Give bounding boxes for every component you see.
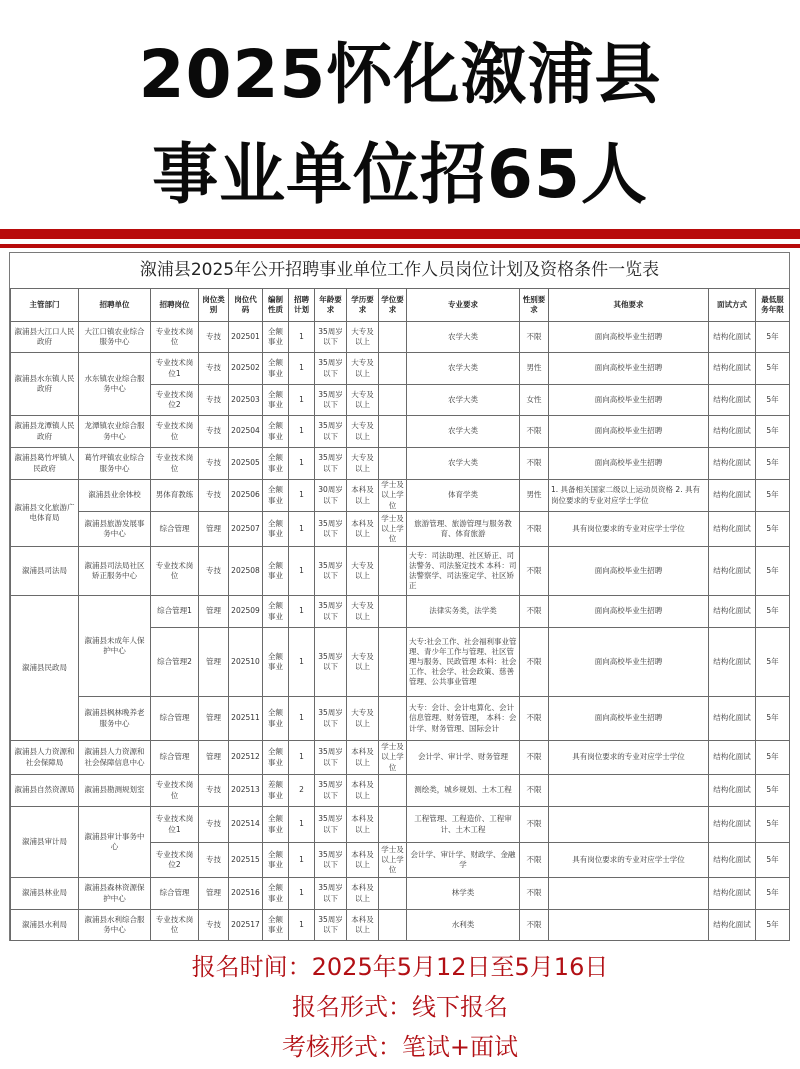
cell-years: 5年 — [756, 628, 790, 697]
cell-other: 面向高校毕业生招聘 — [549, 353, 709, 385]
cell-type: 管理 — [199, 697, 229, 741]
cell-degree — [379, 596, 407, 628]
cell-gender: 不限 — [520, 843, 549, 878]
cell-nature: 全额事业 — [263, 741, 289, 775]
cell-nature: 全额事业 — [263, 843, 289, 878]
cell-post: 综合管理2 — [151, 628, 199, 697]
cell-dept: 溆浦县水东镇人民政府 — [11, 353, 79, 416]
cell-type: 专技 — [199, 385, 229, 416]
cell-plan: 1 — [289, 910, 315, 941]
cell-post: 专业技术岗位 — [151, 416, 199, 448]
cell-degree: 学士及以上学位 — [379, 480, 407, 512]
cell-age: 35周岁以下 — [315, 628, 347, 697]
cell-interview: 结构化面试 — [709, 843, 756, 878]
header-edu: 学历要求 — [347, 289, 379, 322]
header-code: 岗位代码 — [229, 289, 263, 322]
cell-plan: 1 — [289, 416, 315, 448]
cell-degree — [379, 547, 407, 596]
cell-unit: 溆浦县水利综合服务中心 — [79, 910, 151, 941]
cell-other — [549, 878, 709, 910]
cell-unit: 溆浦县人力资源和社会保障信息中心 — [79, 741, 151, 775]
cell-interview: 结构化面试 — [709, 353, 756, 385]
cell-interview: 结构化面试 — [709, 448, 756, 480]
cell-post: 专业技术岗位 — [151, 547, 199, 596]
cell-age: 35周岁以下 — [315, 878, 347, 910]
table-row — [11, 322, 790, 353]
cell-code: 202514 — [229, 807, 263, 843]
cell-major: 大专：司法助理、社区矫正、司法警务、司法鉴定技术 本科：司法警察学、司法鉴定学、社区矫正 — [407, 547, 520, 596]
cell-major: 旅游管理、旅游管理与服务教育、体育旅游 — [407, 512, 520, 547]
cell-dept: 溆浦县司法局 — [11, 547, 79, 596]
table-row — [11, 547, 790, 596]
cell-plan: 1 — [289, 628, 315, 697]
cell-code: 202511 — [229, 697, 263, 741]
cell-other — [549, 910, 709, 941]
cell-edu: 本科及以上 — [347, 878, 379, 910]
cell-plan: 1 — [289, 807, 315, 843]
cell-major: 体育学类 — [407, 480, 520, 512]
cell-years: 5年 — [756, 697, 790, 741]
cell-plan: 1 — [289, 512, 315, 547]
table-row — [11, 697, 790, 741]
cell-code: 202501 — [229, 322, 263, 353]
cell-post: 男体育教练 — [151, 480, 199, 512]
cell-years: 5年 — [756, 512, 790, 547]
cell-other: 1. 具备相关国家二级以上运动员资格 2. 具有岗位要求的专业对应学士学位 — [549, 480, 709, 512]
cell-other: 具有岗位要求的专业对应学士学位 — [549, 843, 709, 878]
cell-interview: 结构化面试 — [709, 547, 756, 596]
cell-post: 专业技术岗位1 — [151, 353, 199, 385]
cell-code: 202510 — [229, 628, 263, 697]
header-other: 其他要求 — [549, 289, 709, 322]
table-row — [11, 775, 790, 807]
cell-edu: 大专及以上 — [347, 628, 379, 697]
cell-post: 综合管理 — [151, 512, 199, 547]
cell-type: 专技 — [199, 480, 229, 512]
cell-unit: 溆浦县未成年人保护中心 — [79, 596, 151, 697]
cell-post: 专业技术岗位1 — [151, 807, 199, 843]
header-dept: 主管部门 — [11, 289, 79, 322]
cell-code: 202515 — [229, 843, 263, 878]
cell-unit: 溆浦县旅游发展事务中心 — [79, 512, 151, 547]
cell-post: 专业技术岗位 — [151, 910, 199, 941]
cell-age: 35周岁以下 — [315, 910, 347, 941]
cell-dept: 溆浦县文化旅游广电体育局 — [11, 480, 79, 547]
cell-plan: 1 — [289, 741, 315, 775]
cell-age: 35周岁以下 — [315, 596, 347, 628]
table-row — [11, 741, 790, 775]
cell-major: 农学大类 — [407, 385, 520, 416]
cell-dept: 溆浦县民政局 — [11, 596, 79, 741]
cell-nature: 全额事业 — [263, 697, 289, 741]
cell-major: 法律实务类，法学类 — [407, 596, 520, 628]
cell-nature: 全额事业 — [263, 480, 289, 512]
cell-other: 面向高校毕业生招聘 — [549, 628, 709, 697]
divider-thin — [0, 244, 800, 248]
cell-age: 35周岁以下 — [315, 697, 347, 741]
cell-type: 专技 — [199, 416, 229, 448]
cell-age: 35周岁以下 — [315, 448, 347, 480]
cell-unit: 水东镇农业综合服务中心 — [79, 353, 151, 416]
cell-edu: 本科及以上 — [347, 807, 379, 843]
cell-post: 综合管理1 — [151, 596, 199, 628]
cell-dept: 溆浦县水利局 — [11, 910, 79, 941]
header-age: 年龄要求 — [315, 289, 347, 322]
cell-years: 5年 — [756, 910, 790, 941]
cell-interview: 结构化面试 — [709, 910, 756, 941]
cell-degree: 学士及以上学位 — [379, 741, 407, 775]
headline-line2: 事业单位招65人 — [152, 136, 648, 213]
cell-years: 5年 — [756, 741, 790, 775]
cell-gender: 不限 — [520, 628, 549, 697]
cell-post: 专业技术岗位 — [151, 448, 199, 480]
cell-age: 35周岁以下 — [315, 741, 347, 775]
cell-edu: 大专及以上 — [347, 547, 379, 596]
cell-interview: 结构化面试 — [709, 807, 756, 843]
cell-nature: 全额事业 — [263, 512, 289, 547]
cell-gender: 不限 — [520, 322, 549, 353]
cell-interview: 结构化面试 — [709, 775, 756, 807]
cell-edu: 大专及以上 — [347, 697, 379, 741]
cell-dept: 溆浦县人力资源和社会保障局 — [11, 741, 79, 775]
cell-nature: 全额事业 — [263, 628, 289, 697]
recruitment-table — [10, 288, 790, 941]
cell-unit: 龙潭镇农业综合服务中心 — [79, 416, 151, 448]
cell-major: 会计学、审计学、财务管理 — [407, 741, 520, 775]
cell-code: 202516 — [229, 878, 263, 910]
cell-years: 5年 — [756, 322, 790, 353]
header-type: 岗位类别 — [199, 289, 229, 322]
cell-major: 农学大类 — [407, 448, 520, 480]
cell-unit: 溆浦县业余体校 — [79, 480, 151, 512]
cell-dept: 溆浦县自然资源局 — [11, 775, 79, 807]
table-row — [11, 353, 790, 385]
cell-edu: 本科及以上 — [347, 741, 379, 775]
cell-type: 专技 — [199, 448, 229, 480]
table-row — [11, 807, 790, 843]
cell-years: 5年 — [756, 353, 790, 385]
table-row — [11, 596, 790, 628]
cell-type: 管理 — [199, 512, 229, 547]
cell-other — [549, 775, 709, 807]
cell-plan: 1 — [289, 596, 315, 628]
cell-age: 30周岁以下 — [315, 480, 347, 512]
cell-type: 专技 — [199, 547, 229, 596]
cell-gender: 不限 — [520, 547, 549, 596]
cell-type: 专技 — [199, 843, 229, 878]
cell-major: 林学类 — [407, 878, 520, 910]
cell-interview: 结构化面试 — [709, 878, 756, 910]
cell-edu: 大专及以上 — [347, 322, 379, 353]
cell-type: 专技 — [199, 353, 229, 385]
cell-edu: 本科及以上 — [347, 775, 379, 807]
cell-gender: 不限 — [520, 596, 549, 628]
table-title: 溆浦县2025年公开招聘事业单位工作人员岗位计划及资格条件一览表 — [139, 260, 660, 280]
cell-degree — [379, 697, 407, 741]
cell-degree — [379, 910, 407, 941]
table-row — [11, 416, 790, 448]
cell-plan: 1 — [289, 322, 315, 353]
header-post: 招聘岗位 — [151, 289, 199, 322]
table-row — [11, 480, 790, 512]
table-row — [11, 910, 790, 941]
cell-unit: 溆浦县勘测规划室 — [79, 775, 151, 807]
cell-interview: 结构化面试 — [709, 741, 756, 775]
cell-post: 综合管理 — [151, 697, 199, 741]
cell-plan: 1 — [289, 353, 315, 385]
cell-years: 5年 — [756, 878, 790, 910]
cell-gender: 女性 — [520, 385, 549, 416]
cell-type: 管理 — [199, 628, 229, 697]
cell-post: 专业技术岗位2 — [151, 385, 199, 416]
cell-code: 202508 — [229, 547, 263, 596]
cell-age: 35周岁以下 — [315, 512, 347, 547]
cell-major: 农学大类 — [407, 353, 520, 385]
cell-edu: 大专及以上 — [347, 353, 379, 385]
cell-major: 农学大类 — [407, 416, 520, 448]
cell-nature: 全额事业 — [263, 416, 289, 448]
cell-nature: 全额事业 — [263, 807, 289, 843]
cell-other: 面向高校毕业生招聘 — [549, 596, 709, 628]
cell-gender: 不限 — [520, 448, 549, 480]
cell-other: 面向高校毕业生招聘 — [549, 322, 709, 353]
cell-other: 具有岗位要求的专业对应学士学位 — [549, 512, 709, 547]
header-major: 专业要求 — [407, 289, 520, 322]
cell-other: 面向高校毕业生招聘 — [549, 416, 709, 448]
cell-interview: 结构化面试 — [709, 697, 756, 741]
cell-gender: 不限 — [520, 910, 549, 941]
cell-edu: 大专及以上 — [347, 596, 379, 628]
cell-code: 202506 — [229, 480, 263, 512]
cell-post: 专业技术岗位2 — [151, 843, 199, 878]
cell-nature: 全额事业 — [263, 385, 289, 416]
cell-post: 综合管理 — [151, 878, 199, 910]
cell-major: 大专:社会工作、社会福利事业管理、青少年工作与管理、社区管理与服务、民政管理 本科：社会工作、社会学、社会政策、慈善管理、公共事业管理 — [407, 628, 520, 697]
cell-age: 35周岁以下 — [315, 353, 347, 385]
cell-other: 面向高校毕业生招聘 — [549, 448, 709, 480]
cell-degree — [379, 878, 407, 910]
headline-line1: 2025怀化溆浦县 — [138, 36, 662, 113]
cell-plan: 1 — [289, 480, 315, 512]
cell-nature: 全额事业 — [263, 353, 289, 385]
table-row — [11, 512, 790, 547]
cell-degree — [379, 385, 407, 416]
cell-years: 5年 — [756, 416, 790, 448]
cell-dept: 溆浦县林业局 — [11, 878, 79, 910]
cell-plan: 1 — [289, 385, 315, 416]
cell-edu: 大专及以上 — [347, 448, 379, 480]
cell-age: 35周岁以下 — [315, 807, 347, 843]
cell-gender: 不限 — [520, 741, 549, 775]
cell-gender: 不限 — [520, 512, 549, 547]
cell-interview: 结构化面试 — [709, 480, 756, 512]
cell-major: 测绘类，城乡规划、土木工程 — [407, 775, 520, 807]
cell-plan: 1 — [289, 547, 315, 596]
cell-dept: 溆浦县大江口人民政府 — [11, 322, 79, 353]
cell-interview: 结构化面试 — [709, 416, 756, 448]
header-unit: 招聘单位 — [79, 289, 151, 322]
cell-gender: 不限 — [520, 697, 549, 741]
cell-other: 具有岗位要求的专业对应学士学位 — [549, 741, 709, 775]
cell-code: 202507 — [229, 512, 263, 547]
cell-unit: 溆浦县森林资源保护中心 — [79, 878, 151, 910]
cell-plan: 1 — [289, 448, 315, 480]
cell-other: 面向高校毕业生招聘 — [549, 385, 709, 416]
cell-years: 5年 — [756, 448, 790, 480]
cell-major: 大专：会计、会计电算化、会计信息管理、财务管理， 本科：会计学、财务管理、国际会计 — [407, 697, 520, 741]
cell-post: 专业技术岗位 — [151, 322, 199, 353]
cell-plan: 1 — [289, 697, 315, 741]
cell-nature: 全额事业 — [263, 448, 289, 480]
cell-major: 农学大类 — [407, 322, 520, 353]
registration-time: 报名时间：2025年5月12日至5月16日 — [191, 953, 609, 981]
cell-major: 水利类 — [407, 910, 520, 941]
table-row — [11, 448, 790, 480]
cell-interview: 结构化面试 — [709, 322, 756, 353]
cell-interview: 结构化面试 — [709, 596, 756, 628]
cell-age: 35周岁以下 — [315, 385, 347, 416]
cell-edu: 本科及以上 — [347, 843, 379, 878]
table-row — [11, 878, 790, 910]
cell-age: 35周岁以下 — [315, 843, 347, 878]
cell-interview: 结构化面试 — [709, 385, 756, 416]
cell-major: 工程管理、工程造价、工程审计、土木工程 — [407, 807, 520, 843]
cell-degree — [379, 353, 407, 385]
cell-code: 202504 — [229, 416, 263, 448]
cell-age: 35周岁以下 — [315, 322, 347, 353]
header-interview: 面试方式 — [709, 289, 756, 322]
cell-code: 202513 — [229, 775, 263, 807]
cell-degree: 学士及以上学位 — [379, 843, 407, 878]
cell-code: 202517 — [229, 910, 263, 941]
cell-years: 5年 — [756, 547, 790, 596]
cell-plan: 2 — [289, 775, 315, 807]
cell-degree — [379, 416, 407, 448]
table-header-row — [11, 289, 790, 322]
cell-code: 202512 — [229, 741, 263, 775]
divider-thick — [0, 229, 800, 239]
cell-years: 5年 — [756, 775, 790, 807]
cell-dept: 溆浦县龙潭镇人民政府 — [11, 416, 79, 448]
cell-age: 35周岁以下 — [315, 775, 347, 807]
cell-plan: 1 — [289, 878, 315, 910]
cell-degree: 学士及以上学位 — [379, 512, 407, 547]
cell-other: 面向高校毕业生招聘 — [549, 547, 709, 596]
cell-age: 35周岁以下 — [315, 547, 347, 596]
cell-major: 会计学、审计学、财政学、金融学 — [407, 843, 520, 878]
cell-edu: 大专及以上 — [347, 385, 379, 416]
cell-degree — [379, 775, 407, 807]
cell-gender: 不限 — [520, 807, 549, 843]
cell-other: 面向高校毕业生招聘 — [549, 697, 709, 741]
cell-gender: 不限 — [520, 416, 549, 448]
cell-plan: 1 — [289, 843, 315, 878]
cell-type: 管理 — [199, 596, 229, 628]
cell-post: 综合管理 — [151, 741, 199, 775]
cell-years: 5年 — [756, 843, 790, 878]
cell-interview: 结构化面试 — [709, 512, 756, 547]
cell-dept: 溆浦县葛竹坪镇人民政府 — [11, 448, 79, 480]
cell-unit: 葛竹坪镇农业综合服务中心 — [79, 448, 151, 480]
cell-years: 5年 — [756, 480, 790, 512]
cell-edu: 本科及以上 — [347, 512, 379, 547]
cell-degree — [379, 628, 407, 697]
cell-dept: 溆浦县审计局 — [11, 807, 79, 878]
cell-years: 5年 — [756, 807, 790, 843]
cell-code: 202505 — [229, 448, 263, 480]
cell-nature: 全额事业 — [263, 322, 289, 353]
header-degree: 学位要求 — [379, 289, 407, 322]
cell-gender: 不限 — [520, 775, 549, 807]
cell-years: 5年 — [756, 596, 790, 628]
cell-nature: 差额事业 — [263, 775, 289, 807]
header-nature: 编制性质 — [263, 289, 289, 322]
cell-degree — [379, 322, 407, 353]
cell-edu: 本科及以上 — [347, 480, 379, 512]
cell-unit: 溆浦县审计事务中心 — [79, 807, 151, 878]
cell-other — [549, 807, 709, 843]
assessment-method: 考核形式：笔试+面试 — [281, 1033, 519, 1061]
cell-code: 202502 — [229, 353, 263, 385]
header-plan: 招聘计划 — [289, 289, 315, 322]
cell-code: 202503 — [229, 385, 263, 416]
cell-interview: 结构化面试 — [709, 628, 756, 697]
cell-type: 专技 — [199, 807, 229, 843]
cell-gender: 男性 — [520, 480, 549, 512]
cell-type: 专技 — [199, 322, 229, 353]
cell-gender: 男性 — [520, 353, 549, 385]
cell-nature: 全额事业 — [263, 547, 289, 596]
cell-type: 管理 — [199, 878, 229, 910]
cell-post: 专业技术岗位 — [151, 775, 199, 807]
cell-age: 35周岁以下 — [315, 416, 347, 448]
header-years: 最低服务年限 — [756, 289, 790, 322]
cell-type: 专技 — [199, 775, 229, 807]
header-gender: 性别要求 — [520, 289, 549, 322]
cell-nature: 全额事业 — [263, 878, 289, 910]
cell-type: 专技 — [199, 910, 229, 941]
cell-edu: 本科及以上 — [347, 910, 379, 941]
cell-code: 202509 — [229, 596, 263, 628]
cell-nature: 全额事业 — [263, 596, 289, 628]
cell-degree — [379, 807, 407, 843]
cell-edu: 大专及以上 — [347, 416, 379, 448]
cell-unit: 大江口镇农业综合服务中心 — [79, 322, 151, 353]
cell-nature: 全额事业 — [263, 910, 289, 941]
cell-unit: 溆浦县枫林晚养老服务中心 — [79, 697, 151, 741]
cell-type: 管理 — [199, 741, 229, 775]
cell-degree — [379, 448, 407, 480]
registration-method: 报名形式：线下报名 — [292, 993, 508, 1021]
cell-unit: 溆浦县司法局社区矫正服务中心 — [79, 547, 151, 596]
cell-years: 5年 — [756, 385, 790, 416]
cell-gender: 不限 — [520, 878, 549, 910]
